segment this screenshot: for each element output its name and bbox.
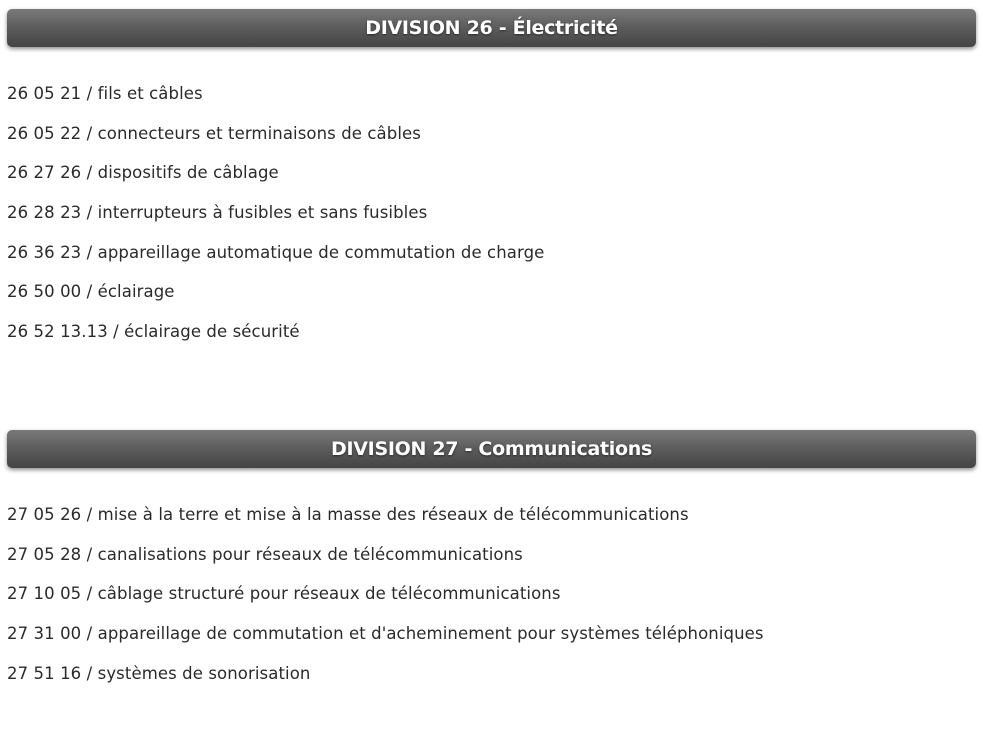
division-27-section <box>0 430 983 701</box>
division-27-title: DIVISION 27 - Communications <box>331 438 652 460</box>
division-26-section-list <box>0 82 983 360</box>
section-link-262823[interactable]: 26 28 23 / interrupteurs à fusibles et sans fusibles <box>7 203 428 223</box>
division-26-section <box>0 9 983 360</box>
list-item <box>7 662 983 702</box>
section-link-262726[interactable]: 26 27 26 / dispositifs de câblage <box>7 163 279 183</box>
section-link-275116[interactable]: 27 51 16 / systèmes de sonorisation <box>7 663 311 683</box>
list-item <box>7 320 983 360</box>
section-link-263623[interactable]: 26 36 23 / appareillage automatique de commutation de charge <box>7 242 545 262</box>
list-item <box>7 201 983 241</box>
list-item <box>7 622 983 662</box>
section-link-265000[interactable]: 26 50 00 / éclairage <box>7 282 175 302</box>
list-item <box>7 161 983 201</box>
list-item <box>7 82 983 122</box>
section-link-270526[interactable]: 27 05 26 / mise à la terre et mise à la masse des réseaux de télécommunications <box>7 505 689 524</box>
list-item <box>7 503 983 543</box>
division-26-header <box>7 9 976 47</box>
list-item <box>7 241 983 281</box>
division-26-title: DIVISION 26 - Électricité <box>365 17 618 39</box>
list-item <box>7 543 983 583</box>
section-link-260522[interactable]: 26 05 22 / connecteurs et terminaisons de câbles <box>7 123 421 143</box>
list-item <box>7 582 983 622</box>
section-link-270528[interactable]: 27 05 28 / canalisations pour réseaux de télécommunications <box>7 544 523 564</box>
section-link-260521[interactable]: 26 05 21 / fils et câbles <box>7 84 203 103</box>
section-link-273100[interactable]: 27 31 00 / appareillage de commutation et d'acheminement pour systèmes téléphoniques <box>7 624 764 644</box>
division-27-header <box>7 430 976 468</box>
list-item <box>7 280 983 320</box>
list-item <box>7 122 983 162</box>
division-27-section-list <box>0 503 983 701</box>
section-link-271005[interactable]: 27 10 05 / câblage structuré pour réseaux de télécommunications <box>7 584 561 604</box>
section-link-26521313[interactable]: 26 52 13.13 / éclairage de sécurité <box>7 322 300 342</box>
